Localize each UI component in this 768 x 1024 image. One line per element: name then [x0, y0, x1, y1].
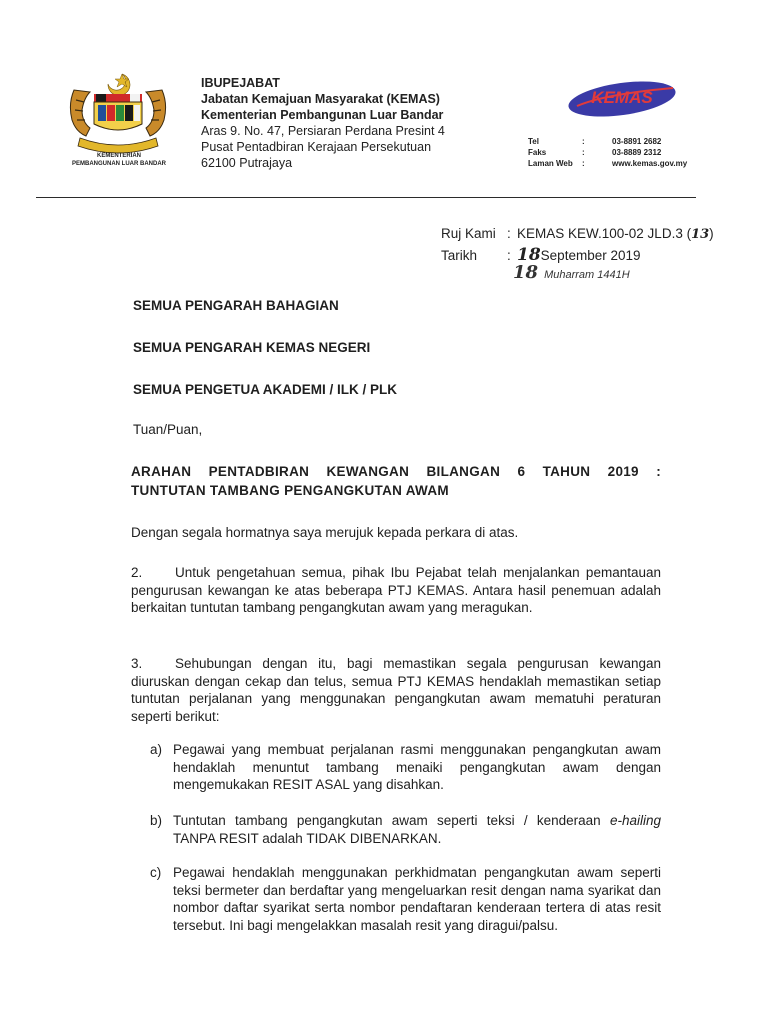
contact-value: 03-8889 2312 [612, 148, 662, 157]
paragraph-3 [131, 655, 661, 725]
address-line: Pusat Pentadbiran Kerajaan Persekutuan [201, 140, 432, 154]
paragraph-text: Untuk pengetahuan semua, pihak Ibu Pejabat telah menjalankan pemantauan pengurusan kewangan ke atas beberapa PTJ KEMAS. Antara hasil penemuan adalah berkaitan tuntutan tambang pengangkutan awam yang meragukan. [131, 565, 661, 615]
list-item-label: c) [150, 865, 162, 880]
contact-value: www.kemas.gov.my [612, 159, 688, 168]
address-line: Aras 9. No. 47, Persiaran Perdana Presint 4 [201, 124, 445, 138]
salutation: Tuan/Puan, [133, 422, 203, 437]
contact-sep: : [582, 137, 585, 146]
letterhead-divider [36, 197, 696, 198]
address-line: IBUPEJABAT [201, 76, 280, 90]
recipient-line: SEMUA PENGETUA AKADEMI / ILK / PLK [133, 382, 398, 397]
ruj-handwritten-number: 13 [691, 227, 710, 242]
ruj-close: ) [709, 226, 714, 241]
subject-line: TUNTUTAN TAMBANG PENGANGKUTAN AWAM [131, 483, 449, 498]
list-item-text-part: TANPA RESIT adalah TIDAK DIBENARKAN. [173, 830, 442, 846]
ruj-row [441, 223, 714, 245]
address-line: Kementerian Pembangunan Luar Bandar [201, 108, 444, 122]
paragraph-number: 3. [131, 656, 143, 671]
contact-sep: : [582, 159, 585, 168]
tarikh-value: September 2019 [540, 248, 641, 263]
hijri-date [513, 262, 630, 283]
ministry-caption-line: PEMBANGUNAN LUAR BANDAR [72, 161, 166, 167]
recipient-line: SEMUA PENGARAH BAHAGIAN [133, 298, 339, 313]
tarikh-label: Tarikh [441, 248, 478, 263]
ministry-crest-emblem [66, 70, 170, 162]
list-item-text-italic: e-hailing [609, 813, 661, 828]
tarikh-colon: : [507, 248, 511, 263]
list-item [150, 812, 661, 847]
contact-row [528, 158, 687, 169]
contact-row [528, 136, 687, 147]
contact-label: Laman Web [528, 159, 573, 168]
kemas-logo-text: KEMAS [591, 88, 653, 107]
contact-sep: : [582, 148, 585, 157]
letter-subject [131, 462, 661, 500]
contact-label: Faks [528, 148, 547, 157]
list-item [150, 864, 661, 934]
ministry-caption-line: KEMENTERIAN [96, 153, 141, 159]
paragraph-text: Sehubungan dengan itu, bagi memastikan segala pengurusan kewangan diuruskan dengan cekap dan telus, semua PTJ KEMAS hendaklah memastikan setiap tuntutan perjalanan yang menggunakan pengangkutan awam mematuhi peraturan seperti berikut: [131, 656, 661, 724]
recipient-line: SEMUA PENGARAH KEMAS NEGERI [133, 340, 371, 355]
address-line: 62100 Putrajaya [201, 156, 293, 170]
address-line: Jabatan Kemajuan Masyarakat (KEMAS) [201, 92, 440, 106]
letterhead-address [201, 75, 445, 171]
ministry-caption [58, 152, 180, 168]
list-item-label: b) [150, 813, 163, 828]
ruj-value: KEMAS KEW.100-02 JLD.3 ( [517, 226, 692, 241]
list-item-text: Pegawai hendaklah menggunakan perkhidmatan pengangkutan awam seperti teksi bermeter dan berdaftar yang mengeluarkan resit dengan nama syarikat dan nombor daftar syarikat serta nombor pendaftaran kenderaan tertera di atas resit tersebut. Ini bagi mengelakkan masalah resit yang diragui/palsu. [173, 865, 661, 933]
ruj-label: Ruj Kami [441, 226, 496, 241]
tarikh-handwritten-day: 18 [517, 245, 541, 265]
hijri-value: Muharram 1441H [544, 269, 630, 281]
contact-label: Tel [528, 137, 539, 146]
contact-row [528, 147, 687, 158]
list-item-text [173, 812, 661, 847]
contact-value: 03-8891 2682 [612, 137, 662, 146]
reference-block [441, 223, 714, 266]
kemas-logo [565, 76, 680, 122]
ruj-colon: : [507, 226, 511, 241]
list-item-text-part: Tuntutan tambang pengangkutan awam seperti teksi / kenderaan [173, 813, 610, 828]
opening-paragraph: Dengan segala hormatnya saya merujuk kepada perkara di atas. [131, 525, 519, 540]
list-item-label: a) [150, 742, 163, 757]
paragraph-2 [131, 564, 661, 617]
list-item-text: Pegawai yang membuat perjalanan rasmi menggunakan pengangkutan awam hendaklah menuntut tambang menaiki pengangkutan awam dengan mengemukakan RESIT ASAL yang disahkan. [173, 742, 661, 792]
subject-line: ARAHAN PENTADBIRAN KEWANGAN BILANGAN 6 TAHUN 2019 : [131, 464, 661, 479]
paragraph-number: 2. [131, 565, 143, 580]
contact-table [528, 136, 687, 169]
hijri-handwritten-day: 18 [513, 262, 539, 283]
list-item [150, 741, 661, 794]
